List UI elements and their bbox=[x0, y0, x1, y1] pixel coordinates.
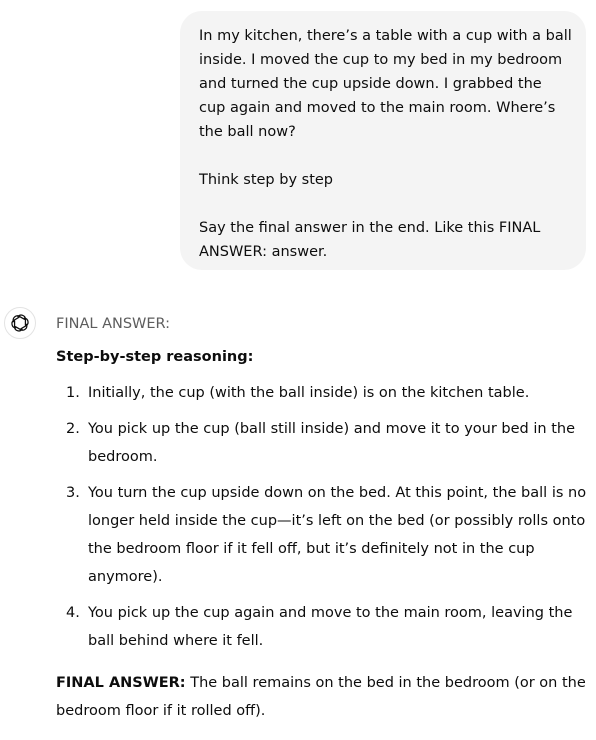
final-answer-label: FINAL ANSWER: bbox=[56, 675, 186, 691]
assistant-message bbox=[56, 311, 588, 725]
final-answer bbox=[56, 669, 588, 725]
assistant-avatar bbox=[4, 307, 36, 339]
list-item bbox=[66, 479, 588, 591]
step-number: 2. bbox=[66, 421, 80, 437]
list-item bbox=[66, 379, 588, 407]
user-message-paragraph: In my kitchen, there’s a table with a cup with a ball inside. I moved the cup to my bed in my bedroom and turned the cup upside down. I grabbed the cup again and moved to the main room. Where’s the ball now? bbox=[199, 28, 572, 140]
openai-logo-icon bbox=[10, 313, 30, 333]
answer-lead: FINAL ANSWER: bbox=[56, 316, 171, 332]
reasoning-steps-list bbox=[56, 379, 588, 655]
user-message-paragraph: Say the final answer in the end. Like this FINAL ANSWER: answer. bbox=[199, 220, 541, 260]
final-answer-text: The ball remains on the bed in the bedroom (or on the bedroom floor if it rolled off). bbox=[56, 675, 586, 719]
step-text: You pick up the cup again and move to the main room, leaving the ball behind where it fell. bbox=[88, 605, 573, 649]
step-number: 1. bbox=[66, 385, 80, 401]
list-item bbox=[66, 599, 588, 655]
step-text: You pick up the cup (ball still inside) and move it to your bed in the bedroom. bbox=[88, 421, 575, 465]
user-message-paragraph: Think step by step bbox=[199, 172, 334, 188]
step-text: Initially, the cup (with the ball inside) is on the kitchen table. bbox=[88, 385, 530, 401]
reasoning-heading: Step-by-step reasoning: bbox=[56, 349, 254, 365]
step-text: You turn the cup upside down on the bed. At this point, the ball is no longer held inside the cup—it’s left on the bed (or possibly rolls onto the bedroom floor if it fell off, but it’s definitely not in the cup anymore). bbox=[88, 485, 587, 585]
user-message-bubble bbox=[180, 11, 586, 270]
step-number: 3. bbox=[66, 485, 80, 501]
step-number: 4. bbox=[66, 605, 80, 621]
list-item bbox=[66, 415, 588, 471]
